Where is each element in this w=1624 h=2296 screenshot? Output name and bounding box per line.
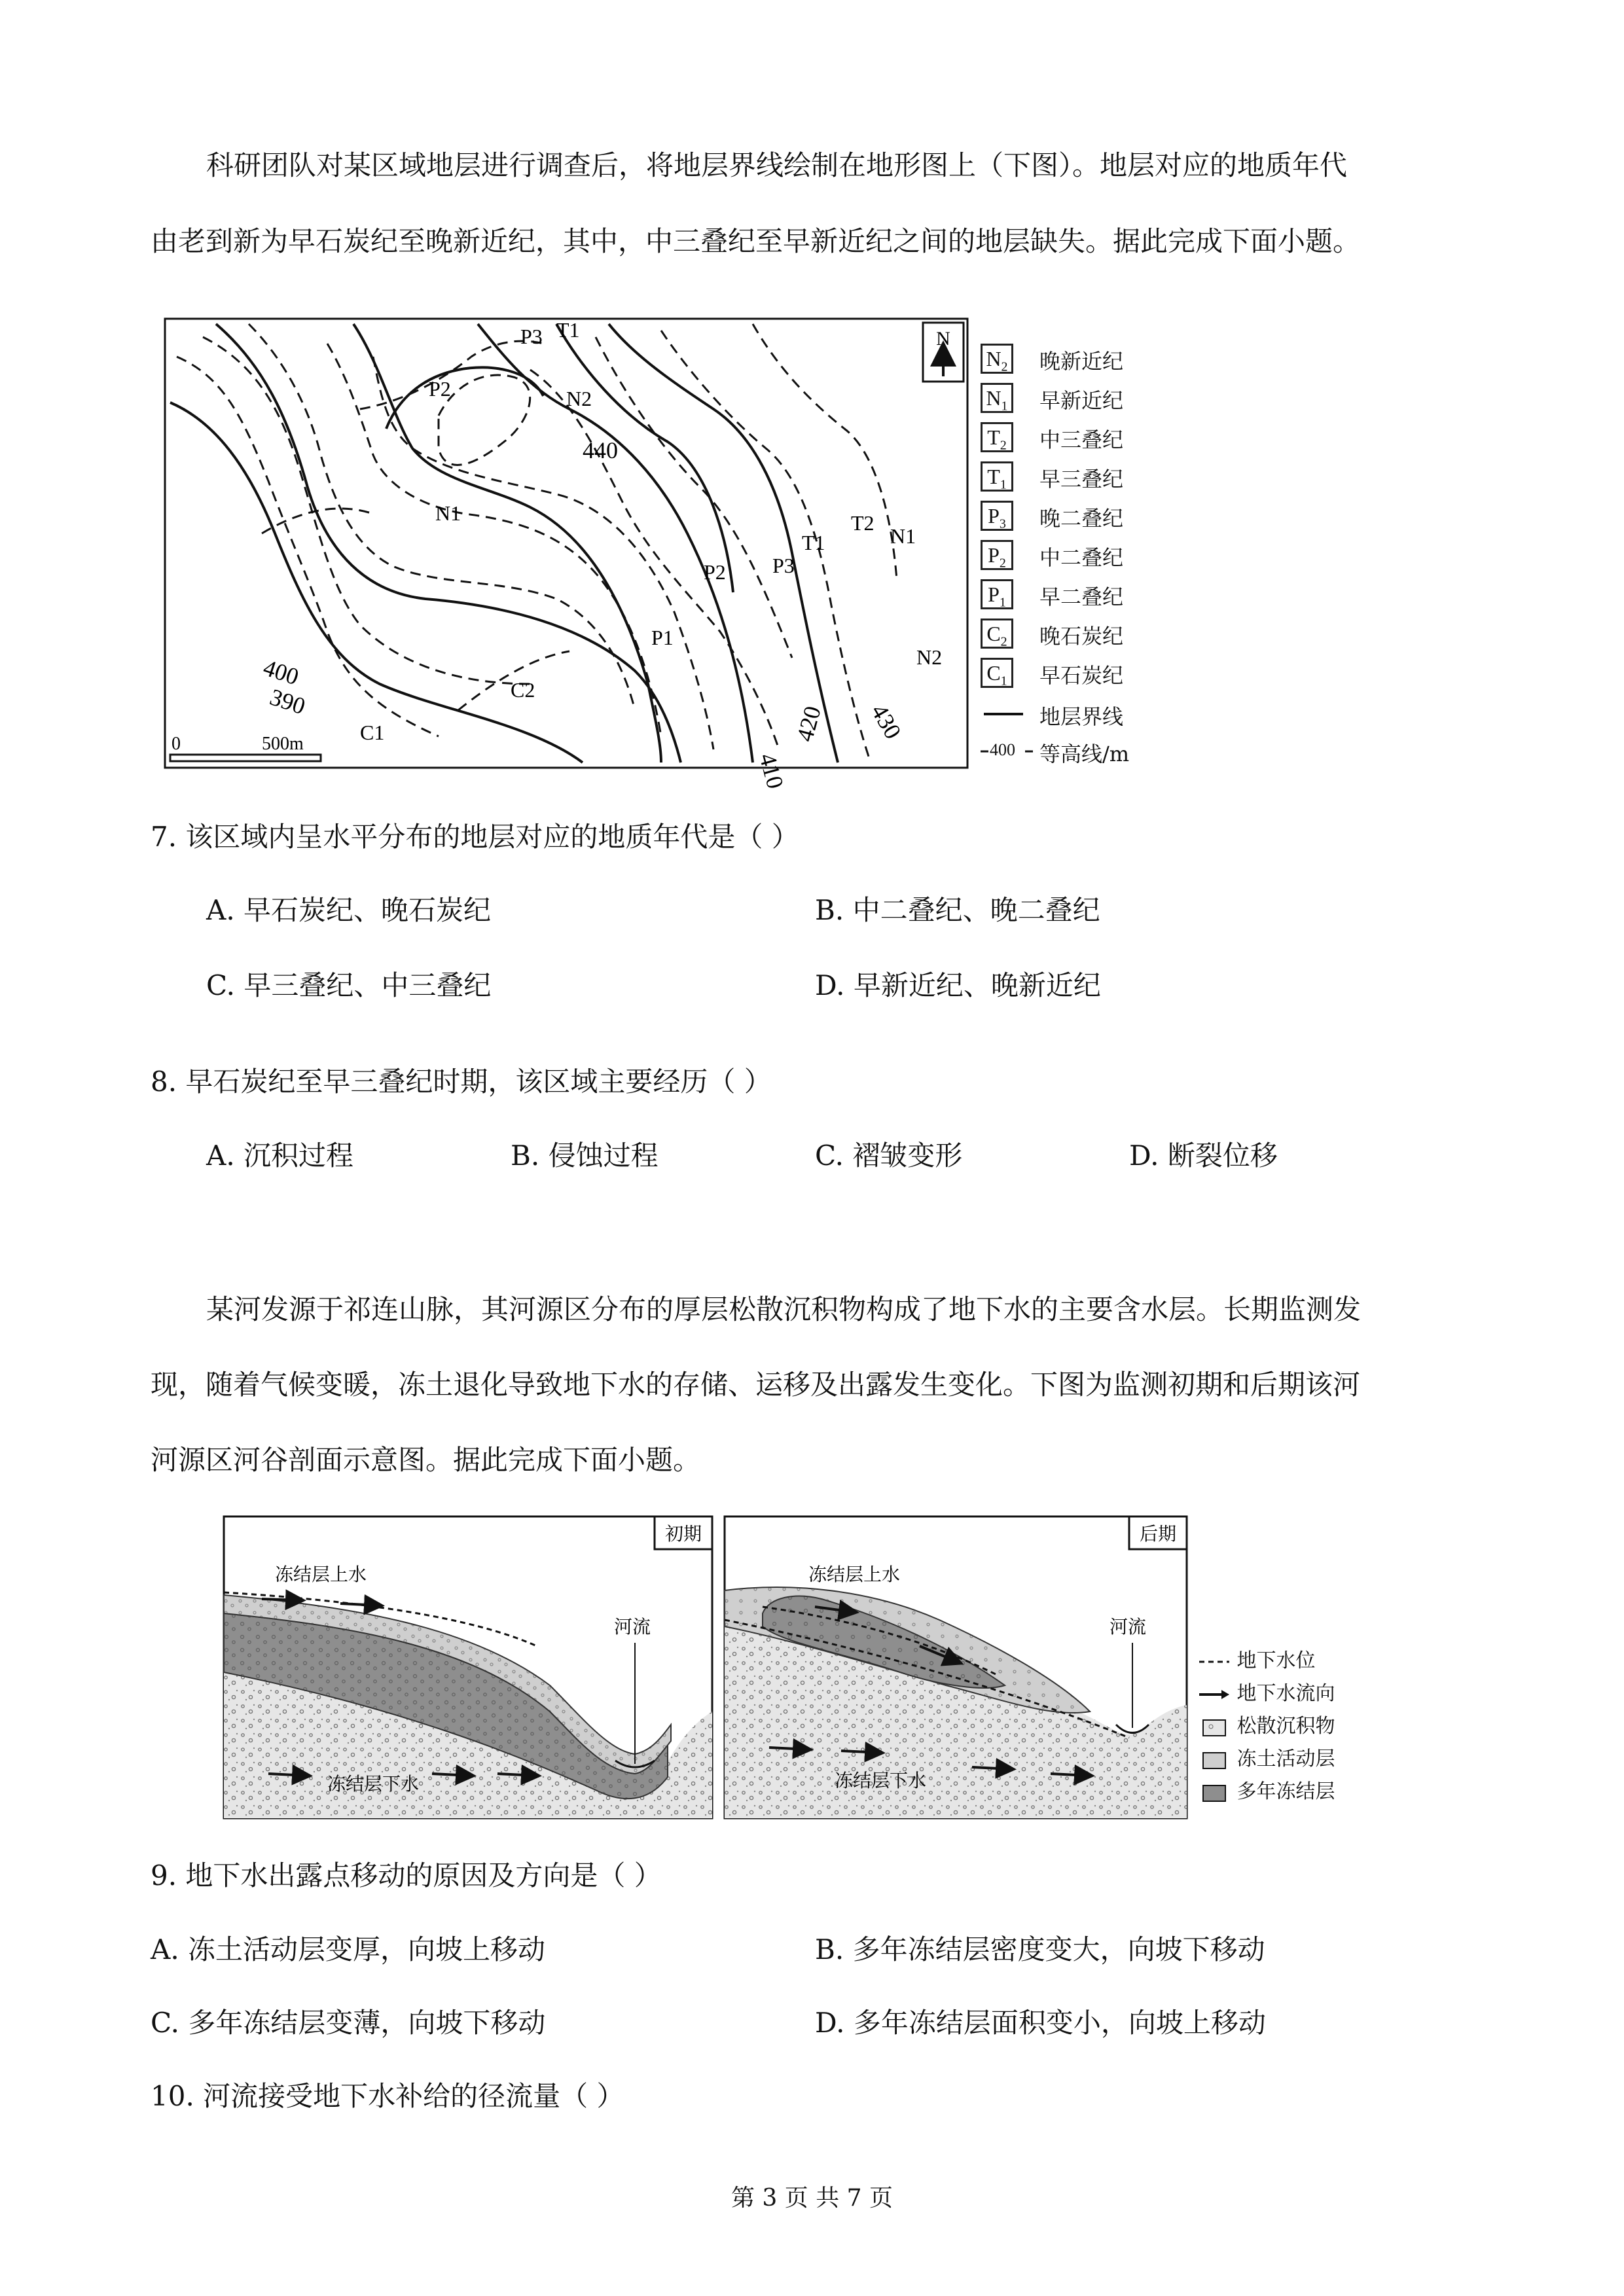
topographic-map [164, 317, 969, 792]
intro-paragraph-line: 河源区河谷剖面示意图。据此完成下面小题。 [151, 1444, 701, 1476]
legend-code: $C_2$ [981, 619, 1013, 649]
legend-item [1198, 1644, 1316, 1670]
strata-mark-c1: C1 [360, 721, 385, 744]
legend-item [981, 699, 1242, 729]
legend-label: 早三叠纪 [1039, 467, 1124, 492]
legend-code: $C_1$ [981, 658, 1013, 688]
legend-label: 中三叠纪 [1039, 427, 1124, 452]
legend-item [1198, 1775, 1335, 1801]
q8-option-d[interactable]: D. 断裂位移 [1129, 1139, 1278, 1172]
strata-mark-t2: T2 [851, 511, 875, 535]
river-section-late [723, 1515, 1188, 1820]
contour-label-410: 410 [754, 750, 789, 792]
section-tag-late: 后期 [1139, 1523, 1177, 1545]
legend-item [1198, 1742, 1335, 1768]
label-river: 河流 [614, 1616, 651, 1638]
question-10-stem: 10. 河流接受地下水补给的径流量（ ） [151, 2080, 624, 2112]
river-section-early [223, 1515, 713, 1820]
legend-item [1198, 1677, 1335, 1703]
legend-label: 晚新近纪 [1039, 349, 1124, 374]
legend-contour-value: 400 [990, 740, 1015, 759]
strata-mark-p1: P1 [651, 626, 674, 649]
legend-label: 地层界线 [1039, 704, 1124, 729]
label-river: 河流 [1110, 1616, 1147, 1638]
q9-option-b[interactable]: B. 多年冻结层密度变大，向坡下移动 [815, 1933, 1265, 1965]
legend-code: $P_1$ [981, 579, 1013, 609]
page-footer: 第 3 页 共 7 页 [731, 2185, 893, 2212]
q7-option-c[interactable]: C. 早三叠纪、中三叠纪 [206, 969, 492, 1001]
strata-mark-p2: P2 [429, 377, 451, 401]
legend-code: $P_2$ [981, 540, 1013, 570]
scale-length: 500m [262, 734, 304, 754]
intro-paragraph-line: 科研团队对某区域地层进行调查后，将地层界线绘制在地形图上（下图）。地层对应的地质年代 [206, 149, 1348, 181]
q8-option-c[interactable]: C. 褶皱变形 [815, 1139, 963, 1172]
contour-label-400: 400 [260, 654, 302, 691]
legend-label: 松散沉积物 [1236, 1715, 1335, 1738]
legend-code: $T_1$ [981, 461, 1013, 492]
q7-option-b[interactable]: B. 中二叠纪、晚二叠纪 [815, 894, 1100, 926]
question-8-stem: 8. 早石炭纪至早三叠纪时期，该区域主要经历（ ） [151, 1066, 772, 1098]
legend-label: 早二叠纪 [1039, 584, 1124, 609]
strata-mark-t1: T1 [556, 318, 580, 342]
label-suprapermafrost-water: 冻结层上水 [808, 1564, 901, 1585]
legend-item [1198, 1710, 1335, 1736]
label-subpermafrost-water: 冻结层下水 [327, 1773, 420, 1795]
legend-label: 晚石炭纪 [1039, 624, 1124, 649]
legend-code: $T_2$ [981, 422, 1013, 452]
legend-code: $N_2$ [981, 344, 1013, 374]
label-suprapermafrost-water: 冻结层上水 [275, 1564, 367, 1585]
legend-label: 早石炭纪 [1039, 663, 1124, 688]
legend-label: 晚二叠纪 [1039, 506, 1124, 531]
contour-label-420: 420 [791, 703, 826, 745]
question-7-stem: 7. 该区域内呈水平分布的地层对应的地质年代是（ ） [151, 821, 799, 853]
contour-label-430: 430 [866, 700, 907, 744]
intro-paragraph-line: 某河发源于祁连山脉，其河源区分布的厚层松散沉积物构成了地下水的主要含水层。长期监测发 [206, 1293, 1362, 1325]
intro-paragraph-line: 由老到新为早石炭纪至晚新近纪，其中，中三叠纪至早新近纪之间的地层缺失。据此完成下面小题。 [151, 225, 1361, 257]
q8-option-a[interactable]: A. 沉积过程 [206, 1139, 354, 1172]
scale-zero: 0 [171, 734, 181, 754]
question-9-stem: 9. 地下水出露点移动的原因及方向是（ ） [151, 1859, 662, 1892]
q7-option-d[interactable]: D. 早新近纪、晚新近纪 [815, 969, 1101, 1001]
legend-label: 冻土活动层 [1236, 1748, 1335, 1770]
intro-paragraph-line: 现，随着气候变暖，冻土退化导致地下水的存储、运移及出露发生变化。下图为监测初期和后期该河 [151, 1369, 1361, 1401]
legend-label: 地下水位 [1236, 1649, 1316, 1672]
north-label: N [936, 328, 950, 350]
legend-label: 地下水流向 [1236, 1682, 1335, 1705]
legend-code: $P_3$ [981, 501, 1013, 531]
strata-mark-p3-south: P3 [772, 554, 795, 577]
q9-option-d[interactable]: D. 多年冻结层面积变小，向坡上移动 [815, 2007, 1266, 2039]
q8-option-b[interactable]: B. 侵蚀过程 [511, 1139, 659, 1172]
strata-mark-n2-east: N2 [916, 645, 943, 669]
contour-label-440: 440 [583, 437, 618, 463]
q9-option-c[interactable]: C. 多年冻结层变薄，向坡下移动 [151, 2007, 546, 2039]
legend-label: 早新近纪 [1039, 388, 1124, 413]
label-subpermafrost-water: 冻结层下水 [835, 1770, 927, 1791]
strata-mark-n1-east: N1 [890, 524, 916, 548]
legend-label: 中二叠纪 [1039, 545, 1124, 570]
legend-label: 多年冻结层 [1236, 1780, 1335, 1803]
legend-item [981, 736, 1242, 766]
section-tag-early: 初期 [664, 1523, 702, 1545]
legend-label: 等高线/m [1039, 742, 1130, 766]
strata-mark-n2: N2 [566, 387, 592, 410]
contour-label-390: 390 [266, 683, 309, 720]
q9-option-a[interactable]: A. 冻土活动层变厚，向坡上移动 [151, 1933, 546, 1965]
strata-mark-p3: P3 [520, 325, 543, 348]
strata-mark-c2: C2 [511, 678, 535, 702]
strata-mark-n1: N1 [435, 501, 461, 525]
strata-mark-p2-south: P2 [704, 560, 726, 584]
strata-mark-t1-east: T1 [802, 531, 825, 554]
q7-option-a[interactable]: A. 早石炭纪、晚石炭纪 [206, 894, 492, 926]
legend-code: $N_1$ [981, 383, 1013, 413]
